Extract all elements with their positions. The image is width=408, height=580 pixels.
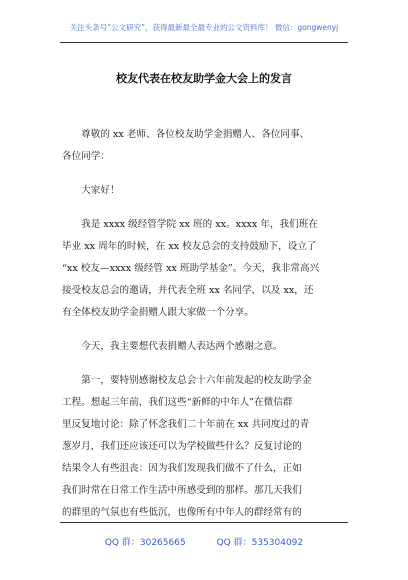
paragraph (62, 124, 352, 168)
paragraph-line: 有全体校友助学金捐赠人跟大家做一个分享。 (62, 307, 254, 318)
header-divider (60, 42, 348, 43)
document-body (62, 124, 352, 536)
paragraph-line: 接受校友总会的邀请，并代表全班 xx 名同学，以及 xx，还 (62, 285, 314, 296)
paragraph (62, 336, 352, 358)
footer-divider (60, 522, 348, 523)
paragraph (62, 370, 352, 524)
footer (0, 535, 408, 548)
paragraph-line: 结果令人有些沮丧：因为我们发现我们做不了什么，正如 (62, 463, 302, 474)
paragraph-line: 的群里的气氛也有些低沉，也像所有中年人的群经常有的 (62, 507, 302, 518)
paragraph-line: 我是 xxxx 级经管学院 xx 班的 xx。xxxx 年，我们班在 (62, 219, 318, 230)
qq-group-2: QQ 群：535304092 (216, 538, 304, 548)
paragraph-line: 我们时常在日常工作生活中所感受到的那样。那几天我们 (62, 485, 302, 496)
paragraph-line: 工程。想起三年前，我们这些“新鲜的中年人”在微信群 (62, 397, 293, 408)
paragraph-line: “xx 校友—xxxx 级经管 xx 班助学基金”。今天，我非常高兴 (62, 263, 320, 274)
header-notice: 关注头条号“公文研究”，获得最新最全最专业的公文资料库！ 微信：gongwenyj (69, 23, 339, 32)
paragraph (62, 214, 352, 324)
paragraph-line: 各位同学： (62, 151, 110, 162)
paragraph-line: 尊敬的 xx 老师、各位校友助学金捐赠人、各位同事、 (62, 129, 310, 140)
paragraph-line: 今天，我主要想代表捐赠人表达两个感谢之意。 (62, 341, 283, 352)
qq-group-1: QQ 群：30265665 (104, 538, 186, 548)
paragraph-line: 葱岁月，我们还应该还可以为学校做些什么？反复讨论的 (62, 441, 302, 452)
paragraph-line: 第一，要特别感谢校友总会十六年前发起的校友助学金 (62, 375, 312, 386)
paragraph (62, 180, 352, 202)
paragraph-line: 里反复地讨论：除了怀念我们二十年前在 xx 共同度过的青 (62, 419, 310, 430)
paragraph-line: 大家好！ (62, 185, 120, 196)
document-title: 校友代表在校友助学金大会上的发言 (116, 72, 292, 85)
paragraph-line: 毕业 xx 周年的时候，在 xx 校友总会的支持鼓励下，设立了 (62, 241, 317, 252)
